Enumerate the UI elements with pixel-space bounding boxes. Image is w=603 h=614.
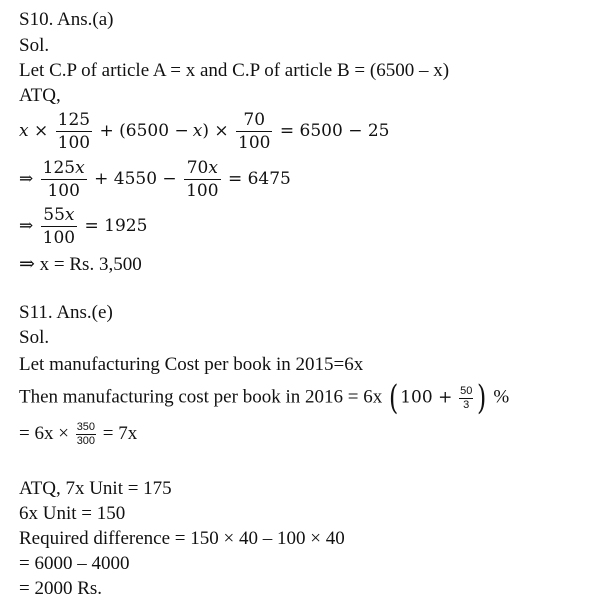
s11-line-6: Required difference = 150 × 40 – 100 × 40 [19,528,345,549]
s10-sol-label: Sol. [19,35,50,56]
implies-arrow: ⇒ [19,169,34,189]
line-prefix: = 6x × [19,422,69,444]
s11-line-5: 6x Unit = 150 [19,503,126,524]
s11-line-3 [19,421,137,448]
plus-paren: + (6500 − [99,121,189,141]
equation-rhs: = 6475 [227,169,291,189]
times-sign: × [34,121,49,141]
times-sign: × [214,121,229,141]
close-paren: ) [202,121,209,141]
s10-equation-3 [19,204,147,249]
equation-rhs: = 1925 [84,216,148,236]
s11-line-7: = 6000 – 4000 [19,553,130,574]
line-text: Then manufacturing cost per book in 2016 = 6x [19,386,383,408]
inner-expr: 100 + [400,387,453,408]
fraction-125-100: $\frac{125}{100}$ [57,110,91,153]
fraction-350-300: $\frac{350}{300}$ [76,421,96,447]
s11-sol-label: Sol. [19,327,50,348]
s11-line-2 [19,378,510,418]
equation-rhs: = 6500 − 25 [279,121,390,141]
implies-arrow: ⇒ [19,216,34,236]
open-paren: ( [388,378,399,418]
line-suffix: = 7x [102,422,138,444]
s11-line-4: ATQ, 7x Unit = 175 [19,478,172,499]
s10-result: ⇒ x = Rs. 3,500 [19,254,142,275]
fraction-55x-100: $\frac{55x}{100}$ [42,205,76,248]
s10-atq: ATQ, [19,85,61,106]
middle-terms: + 4550 − [94,169,177,189]
percent-sign: % [493,386,510,408]
s10-heading: S10. Ans.(a) [19,9,114,30]
s10-equation-2 [19,157,291,202]
close-paren: ) [477,378,487,418]
fraction-125x-100: $\frac{125x}{100}$ [42,158,85,201]
s10-let-line: Let C.P of article A = x and C.P of article B = (6500 – x) [19,60,450,81]
fraction-70-100: $\frac{70}{100}$ [238,110,271,153]
s11-line-8: = 2000 Rs. [19,578,103,599]
fraction-70x-100: $\frac{70x}{100}$ [186,158,219,201]
s10-equation-1 [19,109,389,154]
var-x: x [19,121,29,141]
s11-heading: S11. Ans.(e) [19,302,113,323]
fraction-50-3: $\frac{50}{3}$ [460,384,473,411]
s11-line-1: Let manufacturing Cost per book in 2015=6x [19,354,364,375]
var-x: x [192,121,203,141]
